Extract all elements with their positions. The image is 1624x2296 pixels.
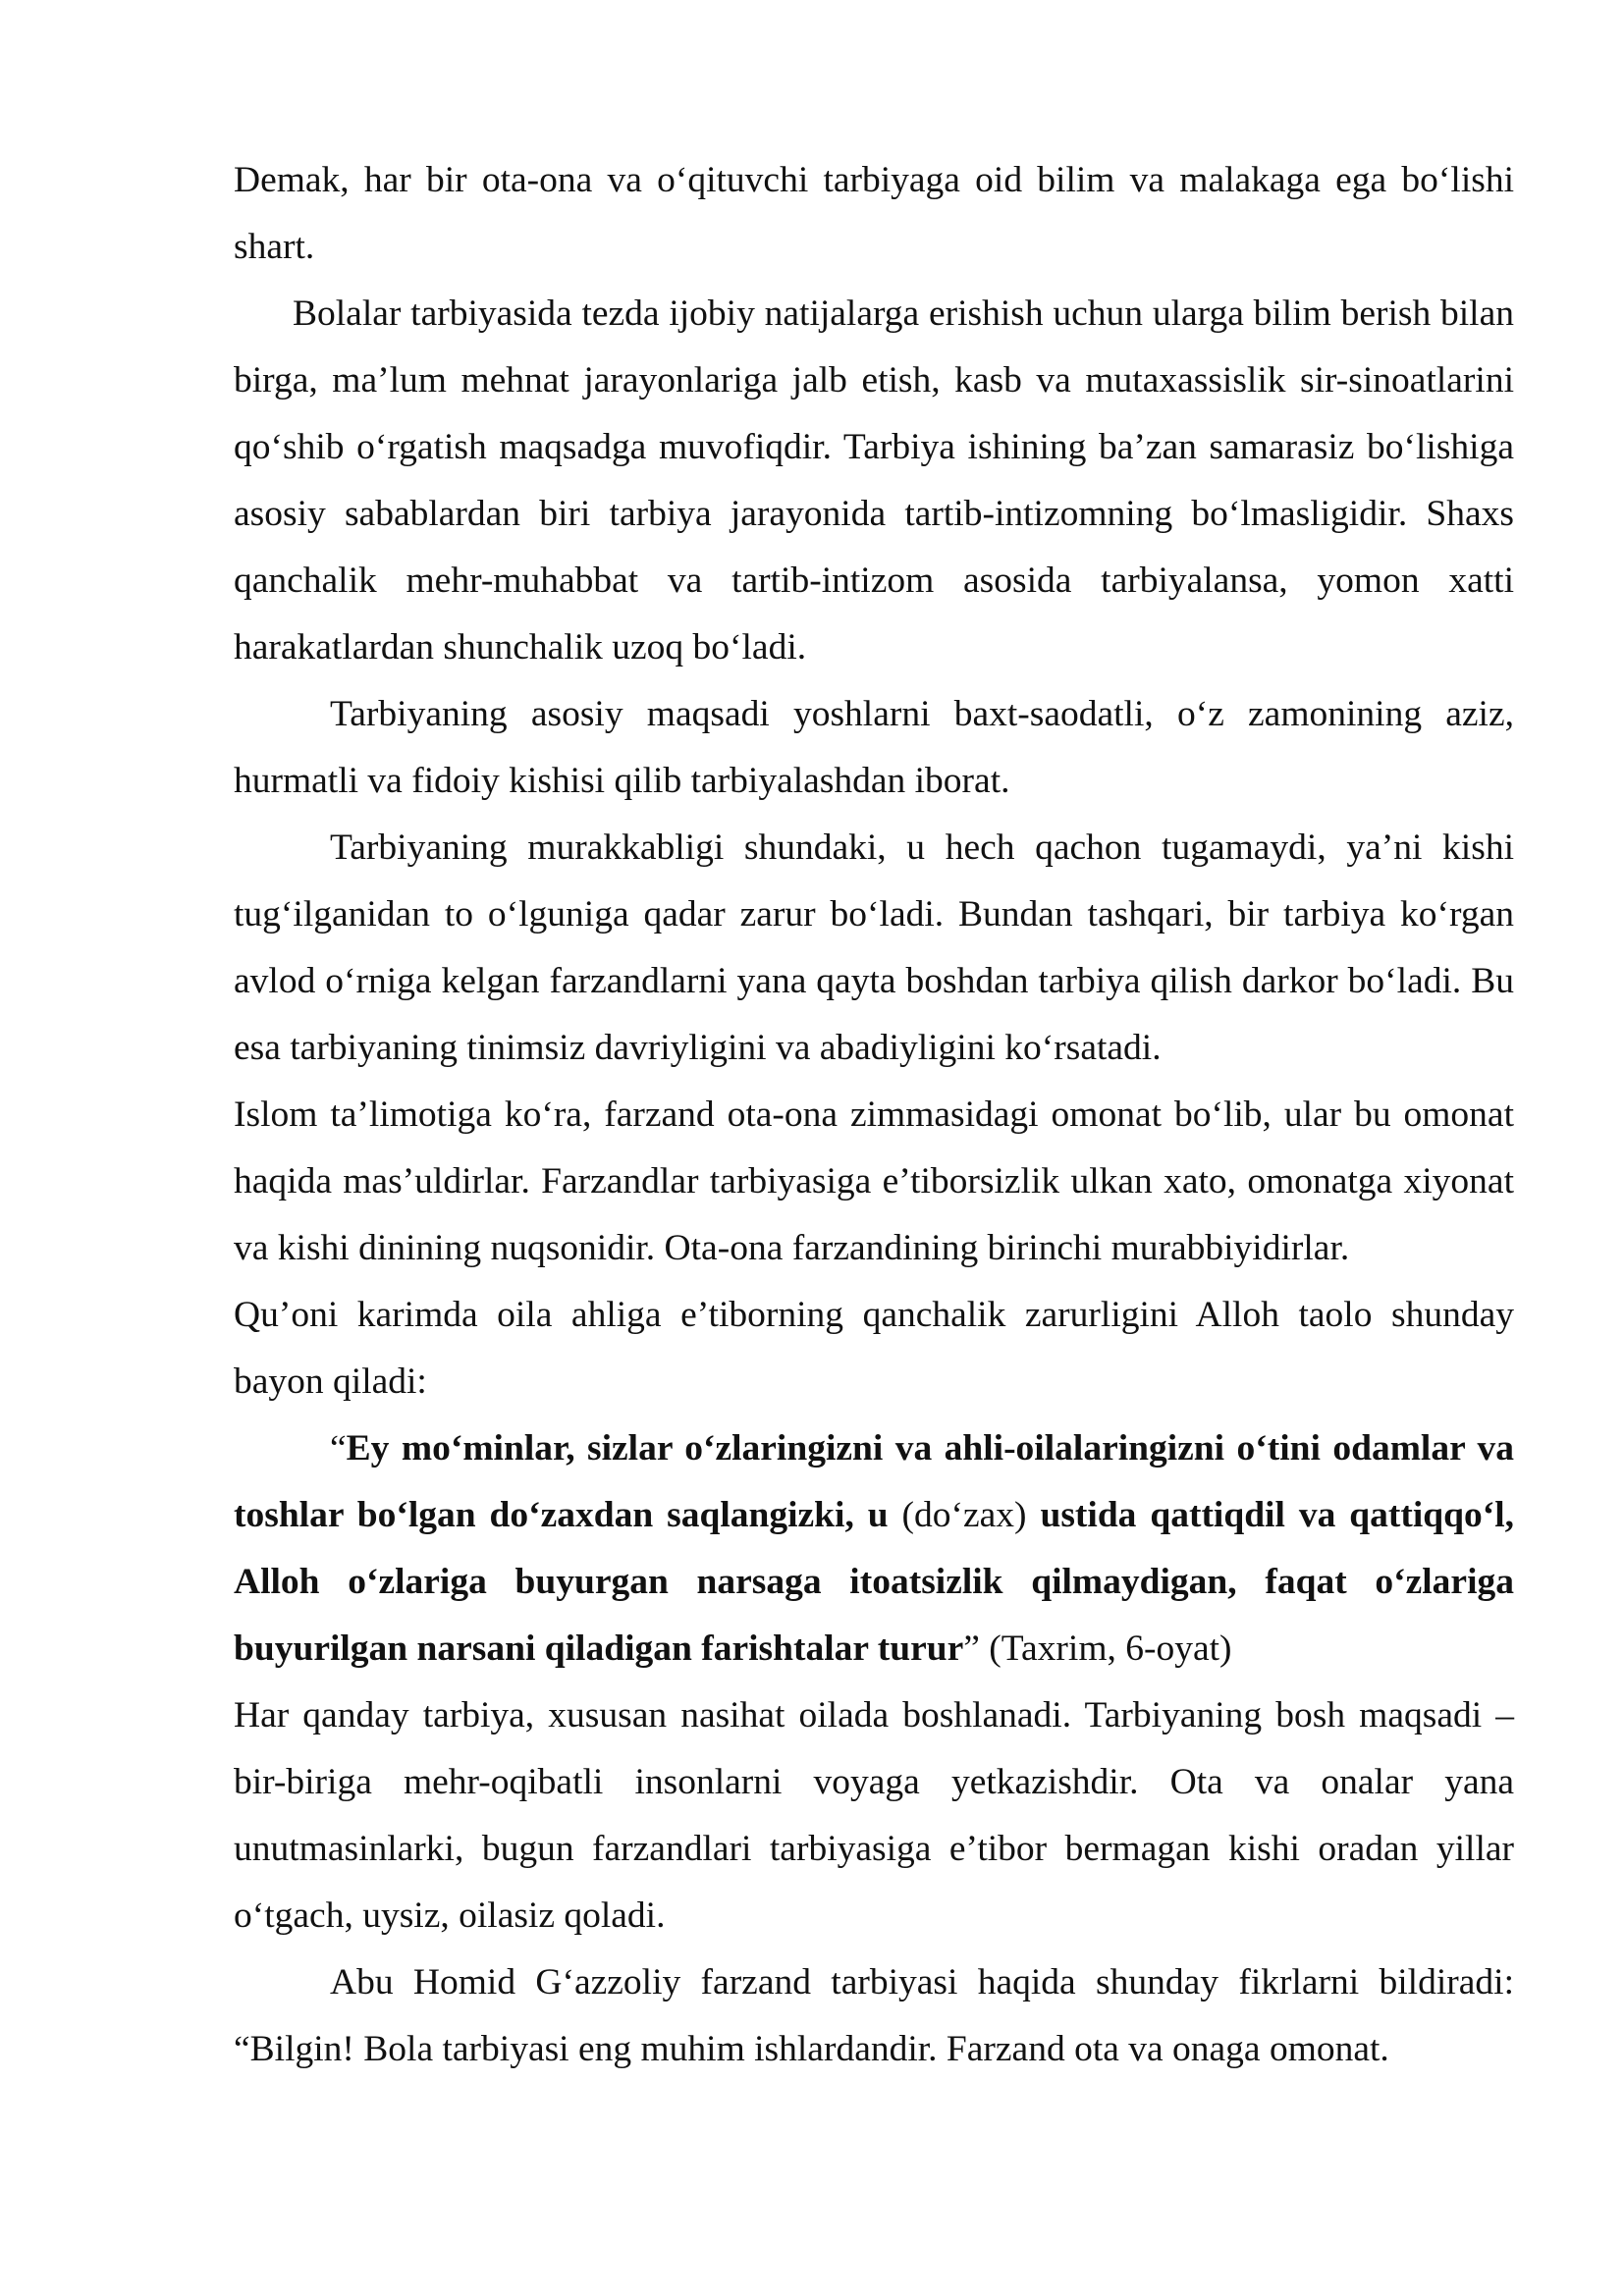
- verse-open-quote: “: [330, 1428, 347, 1468]
- document-body: [234, 147, 1514, 2083]
- paragraph-1: Demak, har bir ota-ona va o‘qituvchi tarbiyaga oid bilim va malakaga ega bo‘lishi shart.: [234, 160, 1514, 267]
- paragraph-5: Islom ta’limotiga ko‘ra, farzand ota-ona zimmasidagi omonat bo‘lib, ular bu omonat haqida mas’uldirlar. Farzandlar tarbiyasiga e’tiborsizlik ulkan xato, omonatga xiyonat va kishi dinining nuqsonidir. Ota-ona farzandining birinchi murabbiyidirlar.: [234, 1095, 1514, 1268]
- paragraph-2: Bolalar tarbiyasida tezda ijobiy natijalarga erishish uchun ularga bilim berish bilan birga, ma’lum mehnat jarayonlariga jalb etish, kasb va mutaxassislik sir-sinoatlarini qo‘shib o‘rgatish maqsadga muvofiqdir. Tarbiya ishining ba’zan samarasiz bo‘lishiga asosiy sabablardan biri tarbiya jarayonida tartib-intizomning bo‘lmasligidir. Shaxs qanchalik mehr-muhabbat va tartib-intizom asosida tarbiyalansa, yomon xatti harakatlardan shunchalik uzoq bo‘ladi.: [234, 294, 1514, 667]
- verse-bold-part-1: Ey mo‘minlar, sizlar o‘zlaringizni va ahli-oilalaringizni o‘tini odamlar va toshlar bo‘lgan do‘zaxdan saqlangizki, u: [234, 1428, 1514, 1535]
- verse-reference: ” (Taxrim, 6-oyat): [963, 1629, 1232, 1669]
- paragraph-9: Abu Homid G‘azzoliy farzand tarbiyasi haqida shunday fikrlarni bildiradi: “Bilgin! Bola tarbiyasi eng muhim ishlardandir. Farzand ota va onaga omonat.: [234, 1962, 1514, 2069]
- quran-verse-quote: [234, 1415, 1514, 1682]
- paragraph-4: Tarbiyaning murakkabligi shundaki, u hech qachon tugamaydi, ya’ni kishi tug‘ilganidan to o‘lguniga qadar zarur bo‘ladi. Bundan tashqari, bir tarbiya ko‘rgan avlod o‘rniga kelgan farzandlarni yana qayta boshdan tarbiya qilish darkor bo‘ladi. Bu esa tarbiyaning tinimsiz davriyligini va abadiyligini ko‘rsatadi.: [234, 828, 1514, 1068]
- paragraph-3: Tarbiyaning asosiy maqsadi yoshlarni baxt-saodatli, o‘z zamonining aziz, hurmatli va fidoiy kishisi qilib tarbiyalashdan iborat.: [234, 694, 1514, 801]
- paragraph-8: Har qanday tarbiya, xususan nasihat oilada boshlanadi. Tarbiyaning bosh maqsadi – bir-biriga mehr-oqibatli insonlarni voyaga yetkazishdir. Ota va onalar yana unutmasinlarki, bugun farzandlari tarbiyasiga e’tibor bermagan kishi oradan yillar o‘tgach, uysiz, oilasiz qoladi.: [234, 1695, 1514, 1936]
- verse-plain-insert: (do‘zax): [888, 1495, 1041, 1535]
- paragraph-6: Qu’oni karimda oila ahliga e’tiborning qanchalik zarurligini Alloh taolo shunday bayon qiladi:: [234, 1295, 1514, 1402]
- verse-bold-part-2: ustida qattiqdil va qattiqqo‘l, Alloh o‘zlariga buyurgan narsaga itoatsizlik qilmaydigan, faqat o‘zlariga buyurilgan narsani qiladigan farishtalar turur: [234, 1495, 1514, 1669]
